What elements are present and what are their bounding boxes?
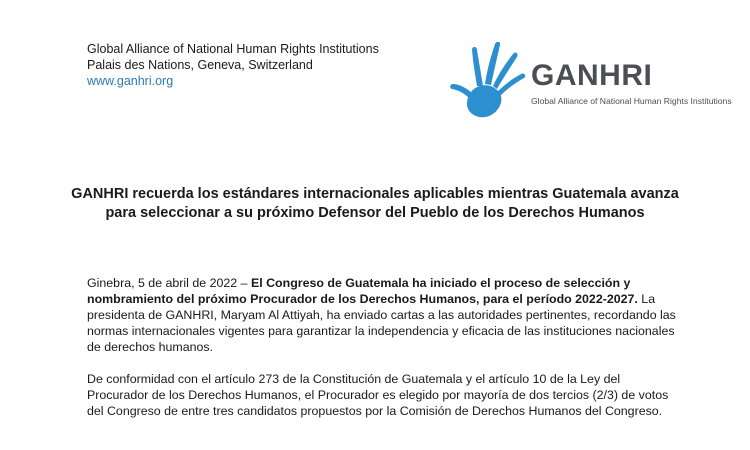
logo-tagline: Global Alliance of National Human Rights Institutions <box>531 96 732 106</box>
org-name: Global Alliance of National Human Rights Institutions <box>87 42 379 56</box>
press-release-headline: GANHRI recuerda los estándares internacionales aplicables mientras Guatemala avanza para seleccionar a su próximo Defensor del Pueblo de los Derechos Humanos <box>71 186 679 221</box>
hand-logo-icon <box>449 40 529 122</box>
sender-address-block <box>87 41 379 89</box>
logo-wordmark: GANHRI <box>531 59 653 92</box>
org-address: Palais des Nations, Geneva, Switzerland <box>87 58 313 72</box>
body-paragraph-2: De conformidad con el artículo 273 de la Constitución de Guatemala y el artículo 10 de la Ley del Procurador de los Derechos Humanos, el Procurador es elegido por mayoría de dos tercios (2/3) de votos del Congreso de entre tres candidatos propuestos por la Comisión de Derechos Humanos del Congreso. <box>87 372 669 418</box>
paragraph-1-rest: La presidenta de GANHRI, Maryam Al Attiyah, ha enviado cartas a las autoridades pertinentes, recordando las normas internacionales vigentes para garantizar la independencia y eficacia de las instituciones nacionales de derechos humanos. <box>87 292 676 354</box>
ganhri-logo <box>449 40 739 122</box>
dateline: Ginebra, 5 de abril de 2022 – <box>87 276 251 290</box>
website-link[interactable]: www.ganhri.org <box>87 74 174 88</box>
body-paragraph-1 <box>87 275 677 355</box>
lead-statement: El Congreso de Guatemala ha iniciado el proceso de selección y nombramiento del próximo Procurador de los Derechos Humanos, para el período 2022-2027. <box>87 276 638 306</box>
